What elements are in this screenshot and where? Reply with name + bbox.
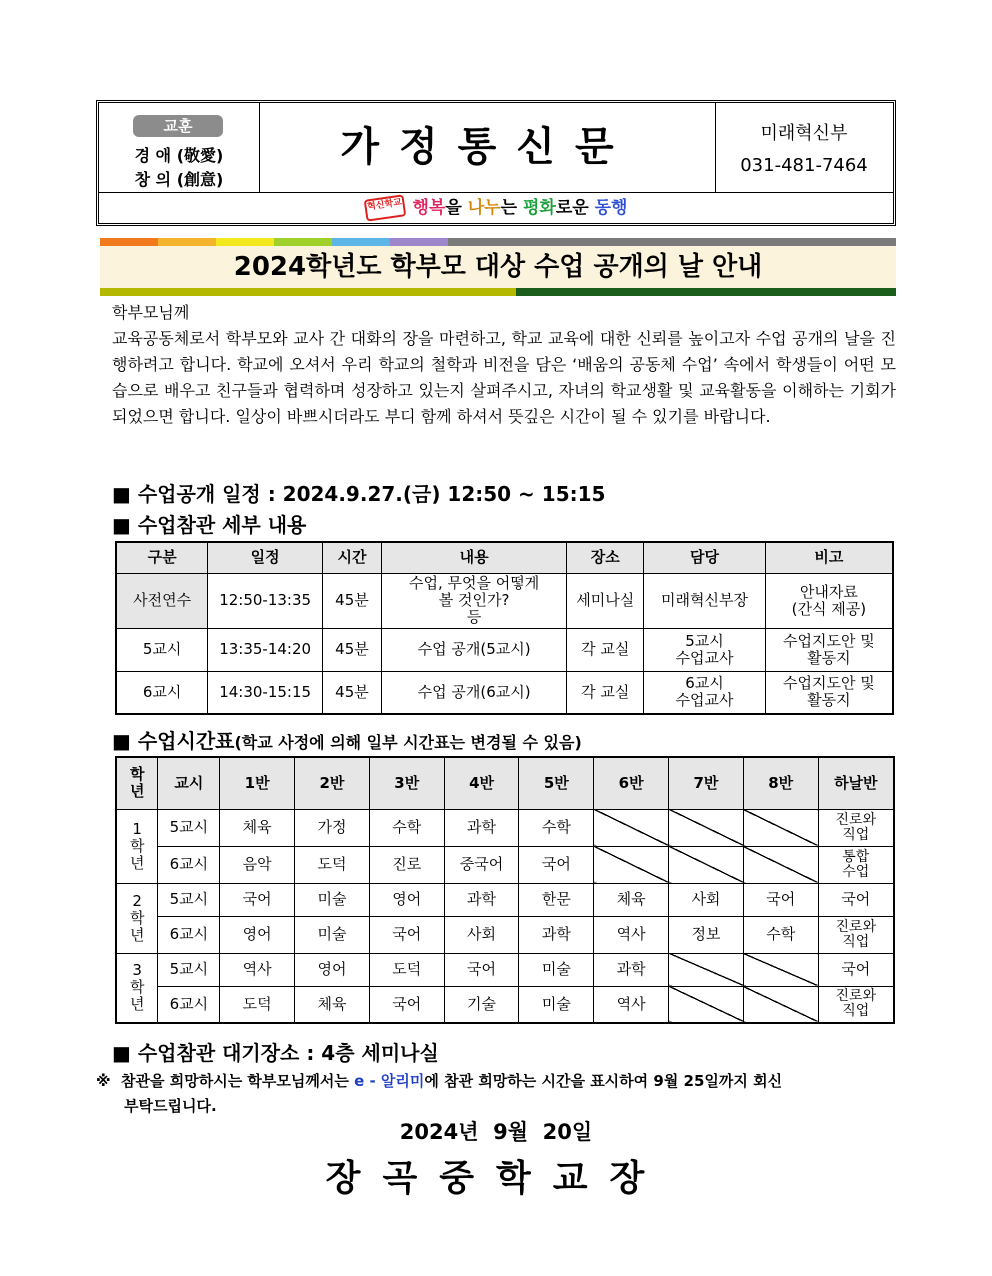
motto-badge: 교훈 (133, 115, 223, 137)
teacher-line: 6교시 (685, 674, 724, 693)
details-table (115, 541, 894, 715)
table-cell: 45분 (323, 628, 382, 671)
table-cell (381, 573, 566, 628)
grade-number: 2 (132, 891, 142, 910)
table-row (116, 573, 893, 628)
period-cell: 5교시 (158, 809, 220, 846)
row-label: 사전연수 (116, 573, 208, 628)
column-header: 장소 (567, 542, 644, 573)
subject-cell: 수학 (519, 809, 594, 846)
slogan-particle-1: 을 (445, 198, 468, 218)
column-header: 1반 (220, 757, 295, 809)
timetable-heading (112, 725, 582, 754)
content-line: 등 (466, 608, 482, 626)
column-header: 담당 (644, 542, 766, 573)
subject-cell (818, 809, 894, 846)
content-line: 수업, 무엇을 어떻게 (409, 574, 540, 592)
row-label: 5교시 (116, 628, 208, 671)
empty-class-cell (669, 846, 744, 883)
subject-line: 수업 (842, 863, 870, 880)
subject-cell: 도덕 (369, 953, 444, 986)
subject-cell: 영어 (369, 883, 444, 916)
period-cell: 5교시 (158, 883, 220, 916)
slogan-word-peace: 평화 (522, 198, 556, 218)
issue-date: 2024년 9월 20일 (399, 1120, 593, 1144)
notice-mark: ※ (96, 1072, 111, 1090)
color-bar-segment (100, 238, 158, 246)
subject-line: 진로와 (835, 811, 877, 828)
table-cell: 수업 공개(6교시) (381, 671, 566, 714)
grade-cell (116, 883, 158, 953)
subject-cell: 역사 (594, 916, 669, 953)
slogan-word-share: 나누 (467, 198, 501, 218)
grade-char: 년 (129, 853, 145, 872)
subject-cell: 정보 (669, 916, 744, 953)
period-cell: 6교시 (158, 986, 220, 1023)
grade-cell (116, 953, 158, 1023)
subject-cell: 사회 (669, 883, 744, 916)
subject-cell: 국어 (519, 846, 594, 883)
content-line: 볼 것인가? (438, 591, 510, 609)
color-bar-segment (332, 238, 390, 246)
grade-header-char: 년 (129, 782, 145, 801)
subject-cell: 도덕 (220, 986, 295, 1023)
slogan-particle-2: 는 (500, 198, 523, 218)
color-bar-segment (448, 238, 896, 246)
column-header: 내용 (381, 542, 566, 573)
subject-cell: 한문 (519, 883, 594, 916)
color-bar-segment (100, 288, 516, 296)
subject-cell: 과학 (594, 953, 669, 986)
empty-class-cell (743, 986, 818, 1023)
document-title: 2024학년도 학부모 대상 수업 공개의 날 안내 (100, 246, 896, 288)
subject-cell: 국어 (220, 883, 295, 916)
table-row (116, 883, 894, 916)
timetable-heading-text: ■ 수업시간표 (112, 729, 235, 753)
schedule-heading: ■ 수업공개 일정 : 2024.9.27.(금) 12:50 ~ 15:15 (112, 482, 606, 506)
note-line: 수업지도안 및 (783, 631, 875, 650)
grade-char: 학 (129, 836, 145, 855)
subject-cell: 미술 (519, 953, 594, 986)
table-cell: 미래혁신부장 (644, 573, 766, 628)
table-cell: 45분 (323, 573, 382, 628)
subject-cell: 체육 (220, 809, 295, 846)
column-header: 교시 (158, 757, 220, 809)
table-row (116, 953, 894, 986)
subject-line: 직업 (842, 826, 870, 843)
intro (112, 300, 896, 430)
table-row (116, 846, 894, 883)
motto-line-1: 경 애 (敬愛) (134, 146, 224, 165)
empty-class-cell (743, 809, 818, 846)
table-cell (765, 573, 893, 628)
grade-char: 년 (129, 995, 145, 1014)
notice-line-2: 부탁드립니다. (124, 1097, 217, 1115)
column-header: 4반 (444, 757, 519, 809)
subject-cell: 중국어 (444, 846, 519, 883)
details-header-row (116, 542, 893, 573)
note-line: 안내자료 (799, 582, 858, 601)
e-alimi-link[interactable]: e - 알리미 (354, 1072, 425, 1090)
subject-line: 진로와 (835, 988, 877, 1005)
table-cell (644, 628, 766, 671)
subject-cell: 국어 (743, 883, 818, 916)
details-heading: ■ 수업참관 세부 내용 (112, 513, 307, 537)
table-cell (765, 671, 893, 714)
empty-class-cell (743, 953, 818, 986)
column-header: 2반 (295, 757, 370, 809)
color-bar-segment (516, 288, 896, 296)
subject-cell: 사회 (444, 916, 519, 953)
salutation: 학부모님께 (112, 303, 190, 322)
column-header: 하날반 (818, 757, 894, 809)
slogan-particle-3: 로운 (555, 198, 595, 218)
subject-cell: 수학 (743, 916, 818, 953)
department-phone: 031-481-7464 (740, 155, 868, 176)
motto-line-2: 창 의 (創意) (134, 170, 224, 189)
column-header: 3반 (369, 757, 444, 809)
subject-cell: 미술 (519, 986, 594, 1023)
note-line: (간식 제공) (791, 599, 867, 618)
empty-class-cell (669, 809, 744, 846)
table-row (116, 809, 894, 846)
empty-class-cell (669, 986, 744, 1023)
grade-char: 학 (129, 978, 145, 997)
grade-header (116, 757, 158, 809)
subject-cell: 기술 (444, 986, 519, 1023)
column-header: 구분 (116, 542, 208, 573)
table-cell (644, 671, 766, 714)
notice (96, 1069, 896, 1119)
grade-header-char: 학 (129, 765, 145, 784)
subject-cell: 영어 (220, 916, 295, 953)
teacher-line: 5교시 (685, 631, 724, 650)
subject-cell: 국어 (444, 953, 519, 986)
color-bar-segment (390, 238, 448, 246)
table-cell: 13:35-14:20 (208, 628, 323, 671)
table-cell: 12:50-13:35 (208, 573, 323, 628)
empty-class-cell (594, 809, 669, 846)
subject-cell: 체육 (594, 883, 669, 916)
subject-cell: 역사 (594, 986, 669, 1023)
subject-cell: 도덕 (295, 846, 370, 883)
table-row (116, 671, 893, 714)
table-cell (765, 628, 893, 671)
subject-cell: 체육 (295, 986, 370, 1023)
color-bar-segment (274, 238, 332, 246)
subject-cell: 영어 (295, 953, 370, 986)
header-top-row (99, 103, 893, 193)
subject-cell (818, 916, 894, 953)
department-info (715, 103, 893, 192)
subject-cell (818, 986, 894, 1023)
school-motto (99, 103, 260, 192)
innovation-school-seal: 혁신학교 (363, 194, 406, 221)
table-cell: 45분 (323, 671, 382, 714)
grade-number: 3 (132, 961, 142, 980)
timetable-note: (학교 사정에 의해 일부 시간표는 변경될 수 있음) (234, 733, 582, 752)
grade-number: 1 (132, 819, 142, 838)
color-bar-segment (216, 238, 274, 246)
note-line: 활동지 (807, 691, 851, 710)
period-cell: 5교시 (158, 953, 220, 986)
column-header: 일정 (208, 542, 323, 573)
row-label: 6교시 (116, 671, 208, 714)
slogan-word-together: 동행 (594, 198, 628, 218)
column-header: 비고 (765, 542, 893, 573)
subject-cell: 과학 (444, 809, 519, 846)
note-line: 활동지 (807, 648, 851, 667)
table-cell: 14:30-15:15 (208, 671, 323, 714)
subject-cell: 미술 (295, 916, 370, 953)
header-box (96, 100, 896, 226)
subject-cell: 가정 (295, 809, 370, 846)
column-header: 7반 (669, 757, 744, 809)
subject-cell (818, 846, 894, 883)
grade-char: 학 (129, 908, 145, 927)
subject-cell: 과학 (519, 916, 594, 953)
subject-line: 진로와 (835, 918, 877, 935)
column-header: 6반 (594, 757, 669, 809)
slogan (99, 193, 893, 223)
timetable-table (115, 756, 895, 1024)
subject-cell: 미술 (295, 883, 370, 916)
newsletter-title: 가정통신문 (259, 103, 716, 192)
subject-line: 통합 (842, 848, 870, 865)
table-cell: 각 교실 (567, 671, 644, 714)
waiting-heading: ■ 수업참관 대기장소 : 4층 세미나실 (112, 1041, 439, 1065)
teacher-line: 수업교사 (675, 691, 734, 710)
grade-char: 년 (129, 925, 145, 944)
table-cell: 각 교실 (567, 628, 644, 671)
table-row (116, 916, 894, 953)
subject-cell: 국어 (818, 953, 894, 986)
timetable-header-row (116, 757, 894, 809)
notice-line-1 (96, 1069, 896, 1094)
subject-cell: 음악 (220, 846, 295, 883)
subject-line: 직업 (842, 933, 870, 950)
empty-class-cell (594, 846, 669, 883)
subject-cell: 수학 (369, 809, 444, 846)
subject-cell: 국어 (369, 916, 444, 953)
subject-cell: 과학 (444, 883, 519, 916)
slogan-word-happiness: 행복 (412, 198, 446, 218)
table-row (116, 628, 893, 671)
teacher-line: 수업교사 (675, 648, 734, 667)
grade-cell (116, 809, 158, 883)
column-header: 시간 (323, 542, 382, 573)
period-cell: 6교시 (158, 916, 220, 953)
note-line: 수업지도안 및 (783, 674, 875, 693)
color-bar-segment (158, 238, 216, 246)
empty-class-cell (669, 953, 744, 986)
empty-class-cell (743, 846, 818, 883)
column-header: 8반 (743, 757, 818, 809)
subject-cell: 역사 (220, 953, 295, 986)
notice-text: 참관을 희망하시는 학부모님께서는 (121, 1072, 355, 1090)
department-name: 미래혁신부 (760, 123, 848, 144)
subject-cell: 국어 (818, 883, 894, 916)
subject-cell: 진로 (369, 846, 444, 883)
principal-signature: 장곡중학교장 (325, 1158, 667, 1199)
notice-text: 에 참관 희망하는 시간을 표시하여 9월 25일까지 회신 (424, 1072, 783, 1090)
intro-body: 교육공동체로서 학부모와 교사 간 대화의 장을 마련하고, 학교 교육에 대한 신뢰를 높이고자 수업 공개의 날을 진행하려고 합니다. 학교에 오셔서 우리 학교의 철학과 비전을 담은 ‘배움의 공동체 수업’ 속에서 학생들이 어떤 모습으로 배우고 친구들과 협력하며 성장하고 있는지 살펴주시고, 자녀의 학교생활 및 교육활동을 이해하는 기회가 되었으면 합니다. 일상이 바쁘시더라도 부디 함께 하셔서 뜻깊은 시간이 될 수 있기를 바랍니다. (112, 329, 896, 426)
table-cell: 수업 공개(5교시) (381, 628, 566, 671)
subject-line: 직업 (842, 1003, 870, 1020)
period-cell: 6교시 (158, 846, 220, 883)
column-header: 5반 (519, 757, 594, 809)
subject-cell: 국어 (369, 986, 444, 1023)
table-row (116, 986, 894, 1023)
table-cell: 세미나실 (567, 573, 644, 628)
